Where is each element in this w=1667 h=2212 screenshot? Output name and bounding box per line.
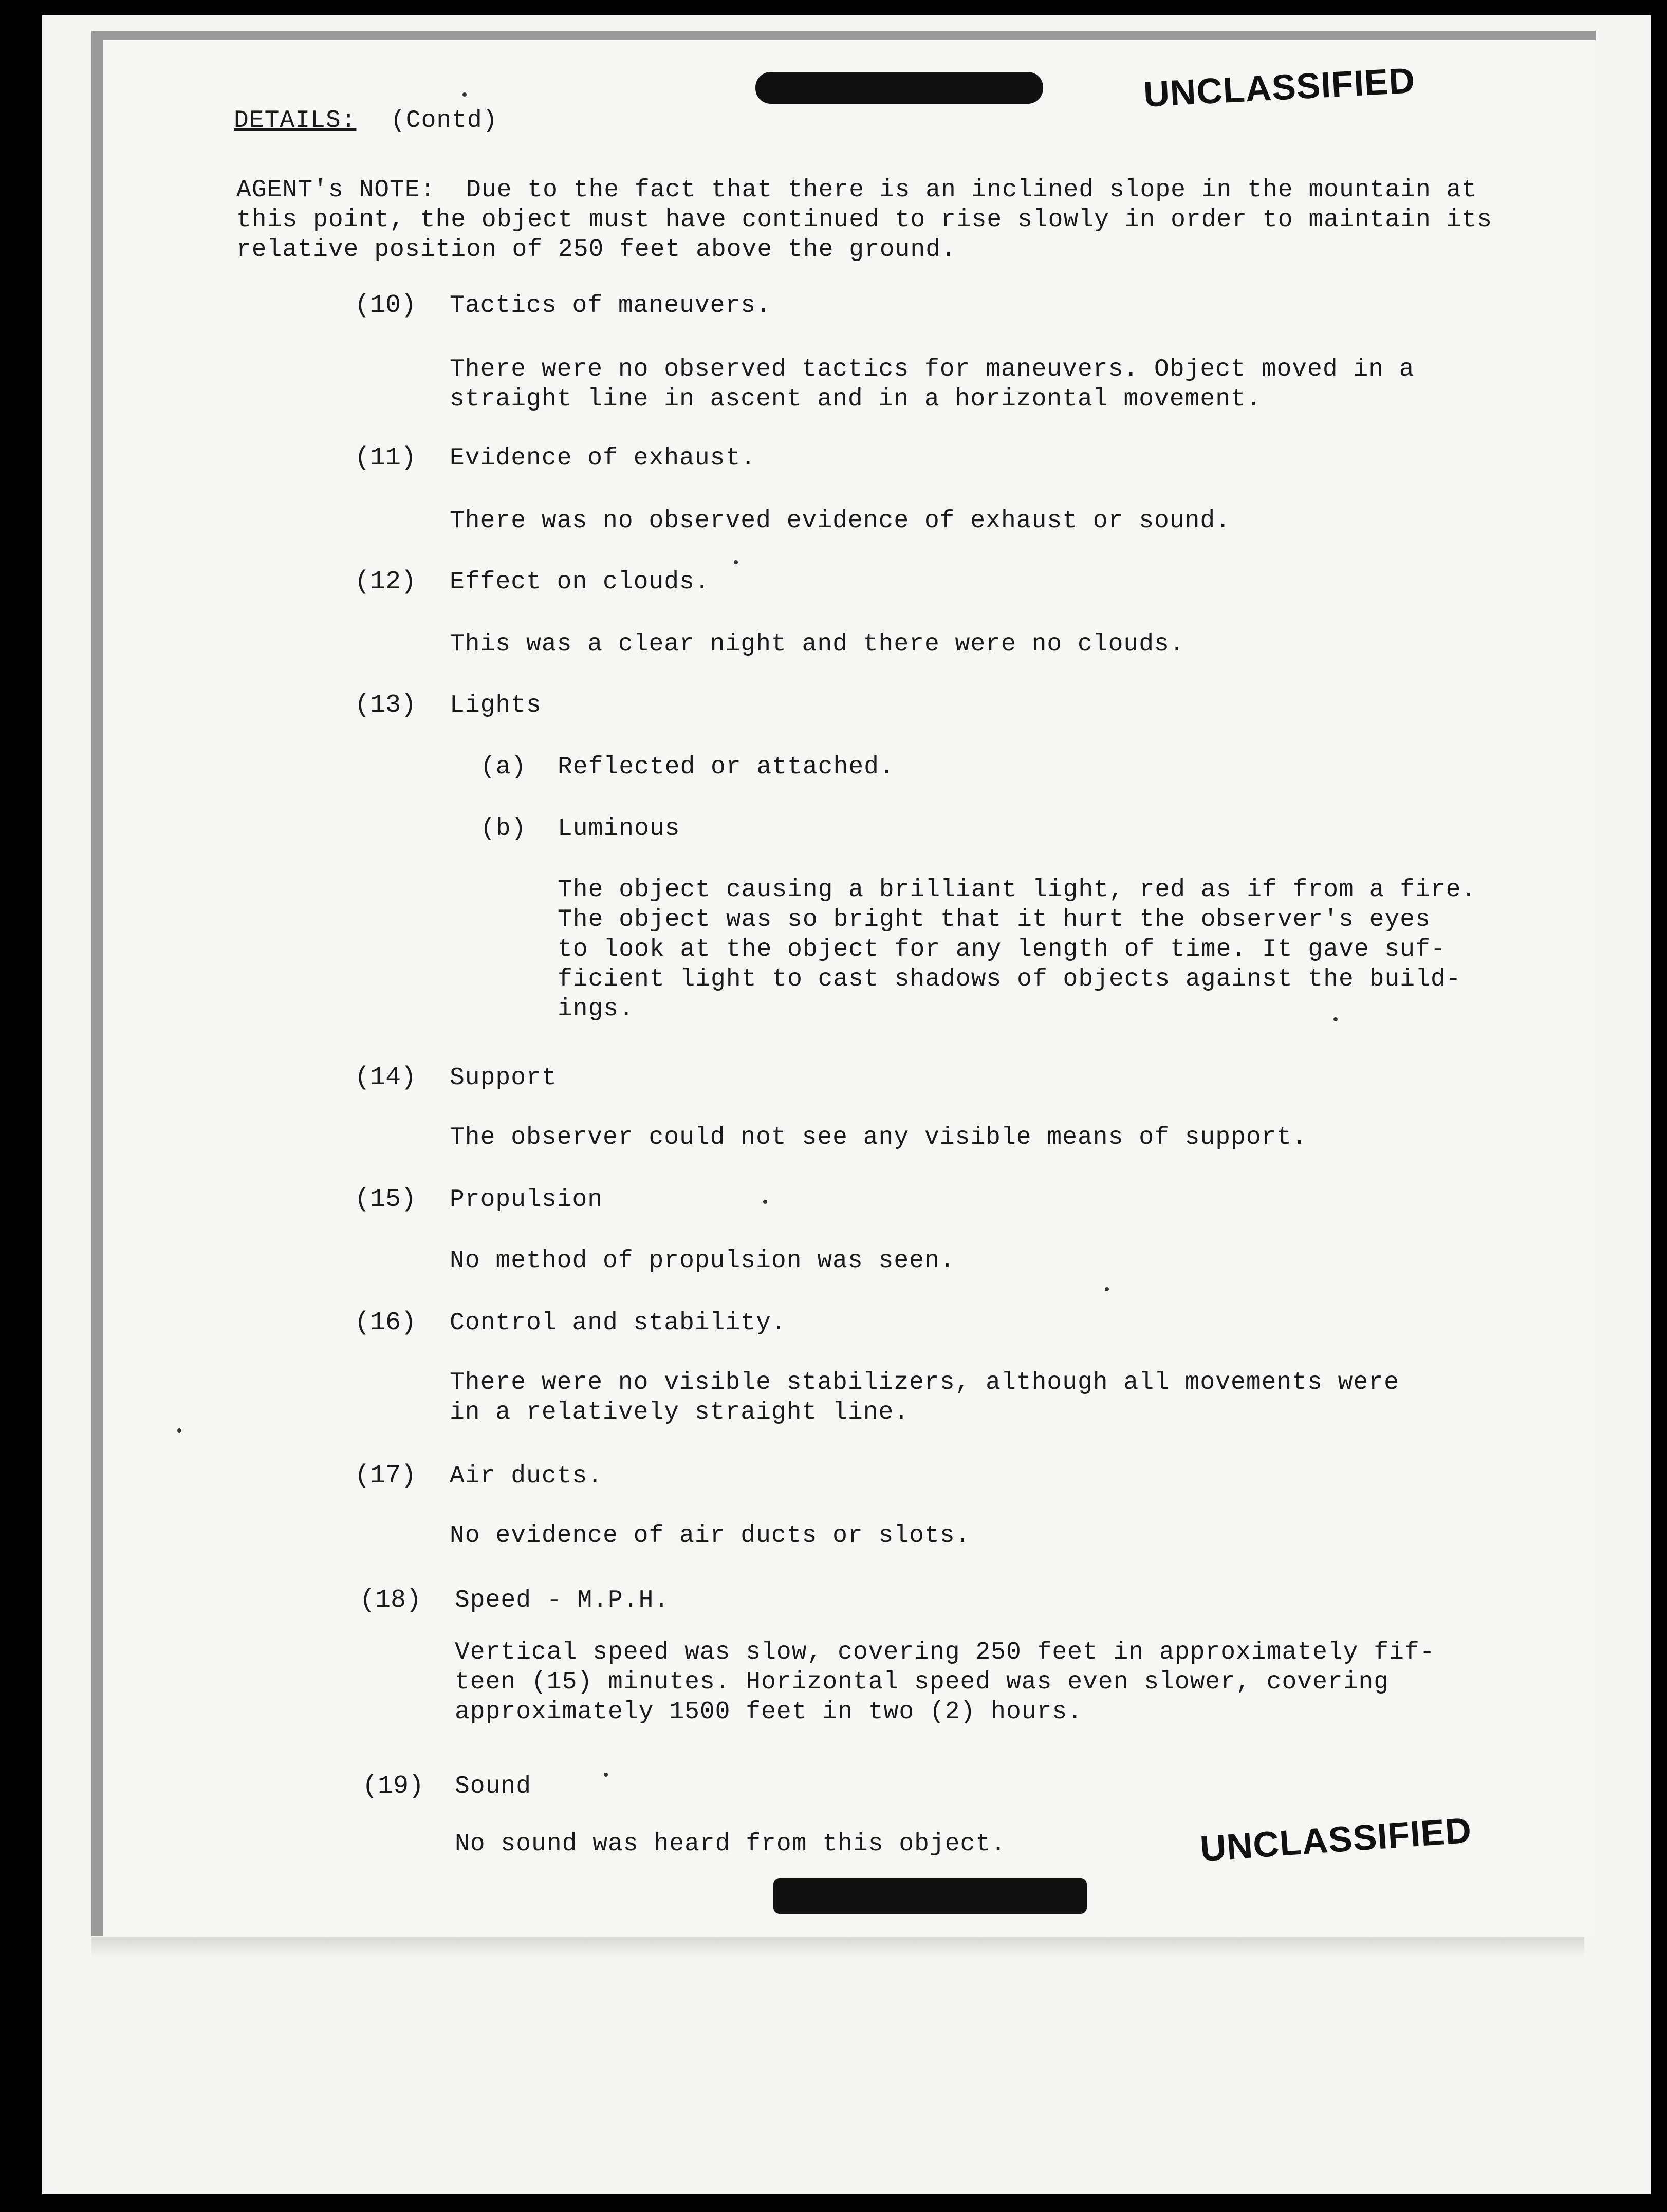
item-title: Lights bbox=[450, 692, 542, 719]
item-title: Evidence of exhaust. bbox=[450, 444, 756, 472]
item-body: This was a clear night and there were no clouds. bbox=[450, 630, 1185, 658]
item-number: (15) bbox=[355, 1185, 417, 1214]
scan-speck bbox=[462, 92, 467, 97]
item-body: There was no observed evidence of exhaust or sound. bbox=[450, 507, 1231, 535]
unclassified-stamp-top: UNCLASSIFIED bbox=[1142, 60, 1416, 115]
item-title: Tactics of maneuvers. bbox=[450, 292, 771, 320]
item-title: Propulsion bbox=[450, 1186, 603, 1214]
agent-note-line-3: relative position of 250 feet above the ground. bbox=[236, 236, 956, 264]
sub-item-label: (b) bbox=[480, 815, 527, 843]
redaction-bar-top bbox=[755, 72, 1043, 104]
item-body: There were no observed tactics for maneuvers. Object moved in a straight line in ascent and in a horizontal movement. bbox=[450, 356, 1415, 413]
scan-speck bbox=[1105, 1287, 1109, 1291]
item-body: No method of propulsion was seen. bbox=[450, 1247, 955, 1275]
item-body: No sound was heard from this object. bbox=[455, 1830, 1006, 1858]
sub-item-text: Reflected or attached. bbox=[558, 753, 895, 781]
item-body: No evidence of air ducts or slots. bbox=[450, 1522, 971, 1550]
item-number: (14) bbox=[355, 1063, 417, 1092]
redaction-bar-bottom bbox=[773, 1878, 1087, 1914]
scan-speck bbox=[734, 560, 738, 564]
item-number: (16) bbox=[355, 1308, 417, 1337]
item-body: Vertical speed was slow, covering 250 feet in approximately fif- teen (15) minutes. Horizontal speed was even slower, covering approximately 1500 feet in two (2) hours. bbox=[455, 1639, 1435, 1726]
scan-speck bbox=[1333, 1017, 1338, 1021]
item-title: Sound bbox=[455, 1773, 532, 1800]
agent-note-line-1: AGENT's NOTE: Due to the fact that there is an inclined slope in the mountain at bbox=[236, 176, 1477, 204]
sub-item-label: (a) bbox=[480, 753, 527, 781]
sub-item-text: Luminous bbox=[558, 815, 680, 843]
item-number: (17) bbox=[355, 1461, 417, 1491]
item-body: There were no visible stabilizers, although all movements were in a relatively straight line. bbox=[450, 1369, 1399, 1426]
agent-note-line-2: this point, the object must have continued to rise slowly in order to maintain its bbox=[236, 206, 1492, 234]
item-number: (19) bbox=[362, 1772, 424, 1801]
scan-speck bbox=[763, 1200, 767, 1204]
details-heading: DETAILS: bbox=[234, 107, 357, 135]
scan-speck bbox=[177, 1428, 181, 1433]
item-body: The observer could not see any visible means of support. bbox=[450, 1124, 1308, 1151]
contd-label: (Contd) bbox=[391, 107, 498, 135]
item-title: Support bbox=[450, 1064, 557, 1092]
item-title: Effect on clouds. bbox=[450, 568, 710, 596]
item-number: (11) bbox=[355, 443, 417, 473]
sheet-edge bbox=[91, 1937, 1584, 1958]
item-number: (18) bbox=[360, 1586, 422, 1615]
unclassified-stamp-bottom: UNCLASSIFIED bbox=[1198, 1810, 1473, 1869]
item-title: Speed - M.P.H. bbox=[455, 1587, 670, 1614]
item-title: Air ducts. bbox=[450, 1462, 603, 1490]
item-number: (10) bbox=[355, 291, 417, 320]
item-title: Control and stability. bbox=[450, 1309, 787, 1337]
scan-speck bbox=[604, 1773, 608, 1777]
item-number: (13) bbox=[355, 691, 417, 720]
item-number: (12) bbox=[355, 567, 417, 597]
item-body: The object causing a brilliant light, red as if from a fire. The object was so bright that it hurt the observer's eyes to look at the object for any length of time. It gave suf- ficient light to cast shadows of objects against the build- ings. bbox=[558, 876, 1477, 1023]
